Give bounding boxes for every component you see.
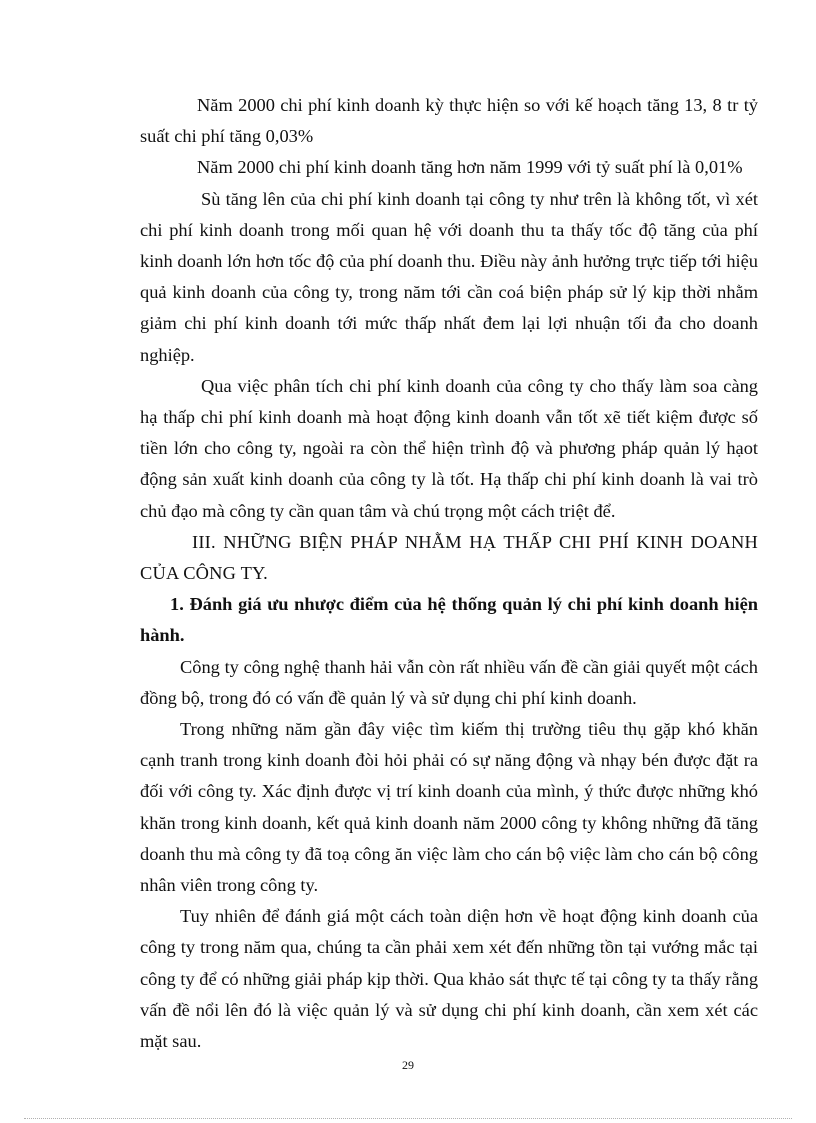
paragraph-cost-vs-1999: Năm 2000 chi phí kinh doanh tăng hơn năm 1999 với tỷ suất phí là 0,01% — [197, 157, 743, 178]
paragraph-cost-reduction-importance: Qua việc phân tích chi phí kinh doanh của công ty cho thấy làm soa càng hạ thấp chi phí kinh doanh mà hoạt động kinh doanh vẫn tốt xẽ tiết kiệm được số tiền lớn cho công ty, ngoài ra còn thể hiện trình độ và phương pháp quản lý hạot động sản xuất kinh doanh của công ty là tốt. Hạ thấp chi phí kinh doanh là vai trò chủ đạo mà công ty cần quan tâm và chú trọng một cách triệt để. — [140, 375, 758, 521]
paragraph-cost-increase-analysis: Sù tăng lên của chi phí kinh doanh tại công ty như trên là không tốt, vì xét chi phí kinh doanh trong mối quan hệ với doanh thu ta thấy tốc độ tăng của phí kinh doanh lớn hơn tốc độ của phí doanh thu. Điều này ảnh hưởng trực tiếp tới hiệu quả kinh doanh của công ty, trong năm tới cần coá biện pháp sử lý kịp thời nhằm giảm chi phí kinh doanh tới mức thấp nhất đem lại lợi nhuận tối đa cho doanh nghiệp. — [140, 188, 758, 365]
paragraph-market-context: Trong những năm gần đây việc tìm kiếm thị trường tiêu thụ gặp khó khăn cạnh tranh trong kinh doanh đòi hỏi phải có sự năng động và nhạy bén được đặt ra đối với công ty. Xác định được vị trí kinh doanh của mình, ý thức được những khó khăn trong kinh doanh, kết quả kinh doanh năm 2000 công ty không những đã tăng doanh thu mà công ty đã toạ công ăn việc làm cho cán bộ việc làm cho cán bộ công nhân viên trong công ty. — [140, 719, 758, 896]
paragraph-evaluation: Tuy nhiên để đánh giá một cách toàn diện hơn về hoạt động kinh doanh của công ty trong năm qua, chúng ta cần phải xem xét đến những tồn tại vướng mắc tại công ty để có những giải pháp kịp thời. Qua khảo sát thực tế tại công ty ta thấy rằng vấn đề nổi lên đó là việc quản lý và sử dụng chi phí kinh doanh, cần xem xét các mặt sau. — [140, 906, 759, 1052]
paragraph-company-issues: Công ty công nghệ thanh hải vẫn còn rất nhiều vấn đề cần giải quyết một cách đồng bộ, trong đó có vấn đề quản lý và sử dụng chi phí kinh doanh. — [140, 656, 758, 708]
page-number: 29 — [402, 1058, 414, 1072]
footer-divider — [24, 1118, 792, 1119]
document-body — [140, 90, 758, 1057]
section-heading: III. NHỮNG BIỆN PHÁP NHẰM HẠ THẤP CHI PHÍ KINH DOANH CỦA CÔNG TY. — [140, 531, 758, 584]
subsection-heading: 1. Đánh giá ưu nhược điểm của hệ thống quản lý chi phí kinh doanh hiện hành. — [140, 594, 758, 646]
paragraph-cost-vs-plan: Năm 2000 chi phí kinh doanh kỳ thực hiện so với kế hoạch tăng 13, 8 tr tỷ suất chi phí tăng 0,03% — [140, 95, 758, 147]
